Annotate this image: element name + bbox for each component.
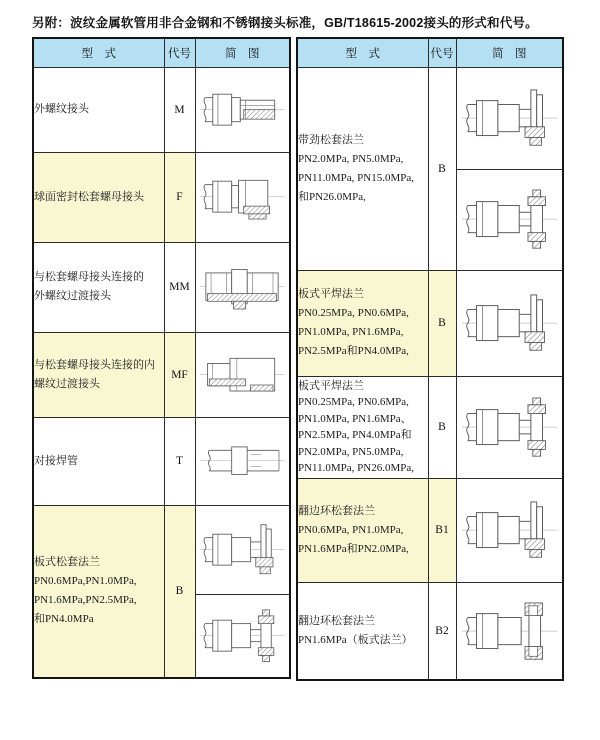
- col-header-sketch: 简 图: [456, 38, 563, 67]
- double-male-sketch: [199, 260, 285, 313]
- code-cell: B: [428, 376, 456, 478]
- code-cell: F: [164, 152, 195, 242]
- col-header-code: 代号: [428, 38, 456, 67]
- type-cell: 与松套螺母接头连接的 外螺纹过渡接头: [33, 242, 164, 332]
- union-nut-sketch: [199, 170, 285, 223]
- butt-weld-sketch: [199, 434, 285, 487]
- sketch-cell: [195, 67, 290, 152]
- sketch-cell: [195, 505, 290, 594]
- flange-sym-sketch: [199, 609, 285, 662]
- code-cell: T: [164, 417, 195, 505]
- sketch-cell: [456, 270, 563, 376]
- type-cell: 带劲松套法兰 PN2.0MPa, PN5.0MPa, PN11.0MPa, PN15.0MPa, 和PN26.0MPa,: [297, 67, 428, 270]
- type-cell: 对接焊管: [33, 417, 164, 505]
- page-title: 另附：波纹金属软管用非合金钢和不锈钢接头标准，GB/T18615-2002接头的形式和代号。: [32, 16, 538, 30]
- sketch-cell: [456, 376, 563, 478]
- col-header-type: 型 式: [297, 38, 428, 67]
- flange-up-sketch: [461, 293, 558, 353]
- sketch-cell: [456, 169, 563, 270]
- flange-up-sketch: [199, 523, 285, 576]
- male-female-sketch: [199, 348, 285, 401]
- code-cell: B: [428, 270, 456, 376]
- male-thread-sketch: [199, 83, 285, 136]
- type-cell: 与松套螺母接头连接的内 螺纹过渡接头: [33, 332, 164, 417]
- code-cell: B1: [428, 478, 456, 582]
- type-cell: 板式松套法兰 PN0.6MPa,PN1.0MPa, PN1.6MPa,PN2.5MPa, 和PN4.0MPa: [33, 505, 164, 678]
- lap-b2-sketch: [461, 601, 558, 661]
- flange-sym-sketch: [461, 189, 558, 249]
- type-cell: 球面密封松套螺母接头: [33, 152, 164, 242]
- sketch-cell: [456, 478, 563, 582]
- sketch-cell: [195, 594, 290, 678]
- col-header-sketch: 简 图: [195, 38, 290, 67]
- sketch-cell: [195, 242, 290, 332]
- sketch-cell: [456, 67, 563, 169]
- type-cell: 外螺纹接头: [33, 67, 164, 152]
- type-cell: 板式平焊法兰 PN0.25MPa, PN0.6MPa, PN1.0MPa, PN1.6MPa, PN2.5MPa和PN4.0MPa,: [297, 270, 428, 376]
- code-cell: MF: [164, 332, 195, 417]
- code-cell: M: [164, 67, 195, 152]
- type-cell: 翻边环松套法兰 PN0.6MPa, PN1.0MPa, PN1.6MPa和PN2.0MPa,: [297, 478, 428, 582]
- code-cell: MM: [164, 242, 195, 332]
- fitting-table-right: [296, 37, 564, 681]
- type-cell: 翻边环松套法兰 PN1.6MPa（板式法兰）: [297, 582, 428, 680]
- code-cell: B2: [428, 582, 456, 680]
- code-cell: B: [164, 505, 195, 678]
- code-cell: B: [428, 67, 456, 270]
- fitting-table-left: [32, 37, 291, 679]
- col-header-code: 代号: [164, 38, 195, 67]
- sketch-cell: [456, 582, 563, 680]
- sketch-cell: [195, 152, 290, 242]
- sketch-cell: [195, 332, 290, 417]
- type-cell: 板式平焊法兰 PN0.25MPa, PN0.6MPa, PN1.0MPa, PN1.6MPa、 PN2.5MPa, PN4.0MPa和 PN2.0MPa, PN5.0MPa, PN11.0MPa, PN26.0MPa,: [297, 376, 428, 478]
- col-header-type: 型 式: [33, 38, 164, 67]
- flange-up-sketch: [461, 88, 558, 148]
- flange-sym-sketch: [461, 397, 558, 457]
- sketch-cell: [195, 417, 290, 505]
- flange-up-sketch: [461, 500, 558, 560]
